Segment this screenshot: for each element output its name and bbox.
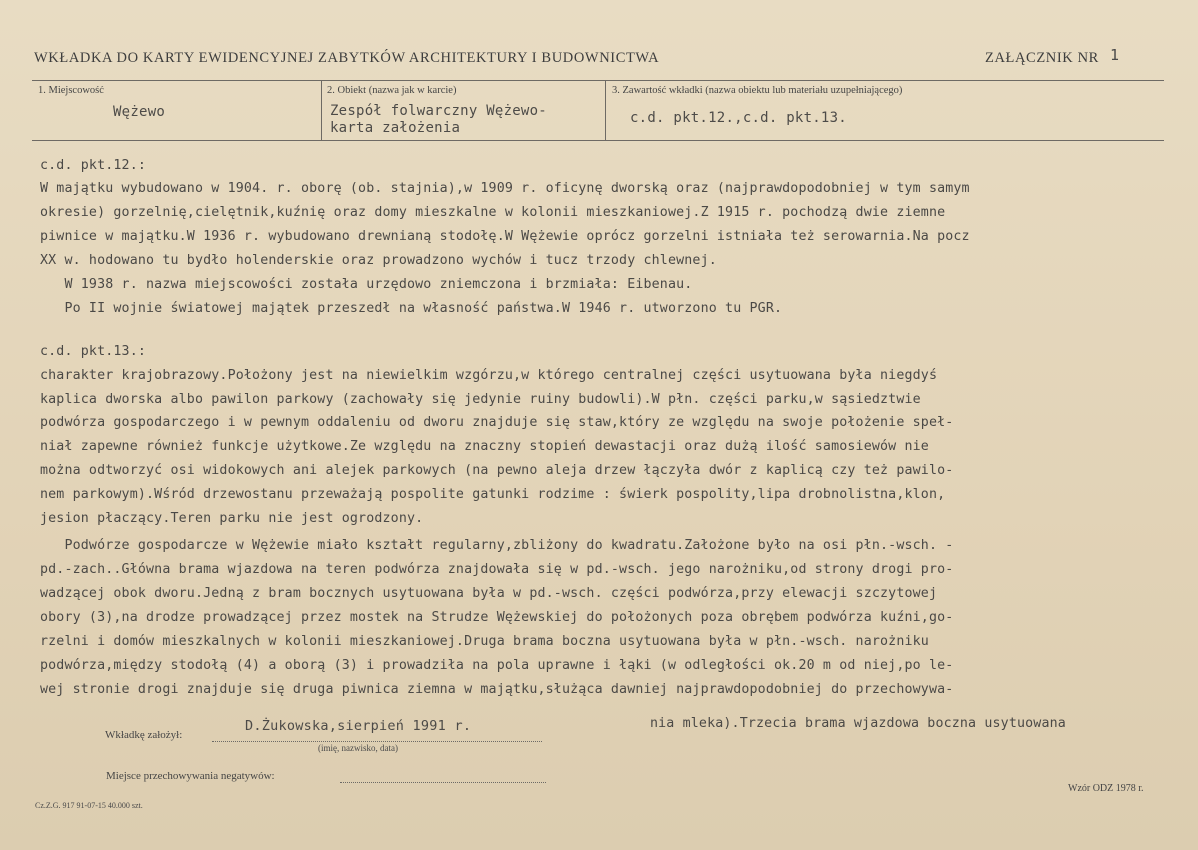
body-line: okresie) gorzelnię,cielętnik,kuźnię oraz domy mieszkalne w kolonii mieszkaniowej.Z 1915 r. pochodzą dwie ziemne (40, 205, 946, 220)
body-line: rzelni i domów mieszkalnych w kolonii mieszkaniowej.Druga brama boczna usytuowana była w płn.-wsch. narożniku (40, 634, 929, 649)
form-title: WKŁADKA DO KARTY EWIDENCYJNEJ ZABYTKÓW ARCHITEKTURY I BUDOWNICTWA (34, 50, 660, 66)
box-top-rule (32, 80, 1164, 81)
body-line: niał zapewne również funkcje użytkowe.Ze względu na znaczny stopień dewastacji oraz dużą ilość samosiewów nie (40, 439, 929, 454)
body-line: wadzącej obok dworu.Jedną z bram bocznych usytuowana była w pd.-wsch. części podwórza,przy elewacji szczytowej (40, 586, 938, 601)
box-object-value-line1: Zespół folwarczny Wężewo- (330, 103, 547, 119)
negatives-label: Miejsce przechowywania negatywów: (106, 770, 275, 782)
body-line: wej stronie drogi znajduje się druga piwnica ziemna w majątku,służąca dawniej najprawdopodobniej do przechowywa- (40, 682, 954, 697)
body-line: nem parkowym).Wśród drzewostanu przeważają pospolite gatunki rodzime : świerk pospolity,lipa drobnolistna,klon, (40, 487, 946, 502)
box-object-value-line2: karta założenia (330, 120, 461, 136)
box-locality-label: 1. Miejscowość (38, 85, 104, 96)
form-version: Wzór ODZ 1978 r. (1068, 783, 1144, 794)
body-line: można odtworzyć osi widokowych ani alejek parkowych (na pewno aleja drzew łączyła dwór z kaplicą czy też pawilo- (40, 463, 954, 478)
box-bottom-rule (32, 140, 1164, 141)
body-line: XX w. hodowano tu bydło holenderskie oraz prowadzono wychów i tucz trzody chlewnej. (40, 253, 717, 268)
body-line: Po II wojnie światowej majątek przeszedł na własność państwa.W 1946 r. utworzono tu PGR. (40, 301, 783, 316)
body-line: obory (3),na drodze prowadzącej przez mostek na Strudze Wężewskiej do położonych poza obrębem podwórza kuźni,go- (40, 610, 954, 625)
author-value: D.Żukowska,sierpień 1991 r. (245, 718, 472, 734)
body-line: nia mleka).Trzecia brama wjazdowa boczna usytuowana (650, 716, 1066, 731)
body-line: kaplica dworska albo pawilon parkowy (zachowały się jedynie ruiny budowli).W płn. części parku,w sąsiedztwie (40, 392, 921, 407)
body-line: pd.-zach..Główna brama wjazdowa na teren podwórza znajdowała się w pd.-wsch. jego narożniku,od strony drogi pro- (40, 562, 954, 577)
box-locality-value: Wężewo (113, 104, 166, 120)
box-divider-1 (321, 80, 322, 140)
body-line: c.d. pkt.13.: (40, 344, 147, 359)
body-line: podwórza,między stodołą (4) a oborą (3) i prowadziła na pola uprawne i łąki (w odległości ok.20 m od niej,po le- (40, 658, 954, 673)
print-code: Cz.Z.G. 917 91-07-15 40.000 szt. (35, 801, 143, 810)
body-line: charakter krajobrazowy.Położony jest na niewielkim wzgórzu,w którego centralnej części usytuowana była niegdyś (40, 368, 938, 383)
attachment-number: 1 (1110, 46, 1120, 64)
attachment-label: ZAŁĄCZNIK NR (985, 50, 1099, 66)
author-dotted-line (212, 741, 542, 742)
negatives-dotted-line (340, 782, 546, 783)
author-label: Wkładkę założył: (105, 729, 183, 741)
box-contents-label: 3. Zawartość wkładki (nazwa obiektu lub materiału uzupełniającego) (612, 85, 903, 96)
body-line: W 1938 r. nazwa miejscowości została urzędowo zniemczona i brzmiała: Eibenau. (40, 277, 693, 292)
box-contents-value: c.d. pkt.12.,c.d. pkt.13. (630, 110, 847, 126)
box-divider-2 (605, 80, 606, 140)
body-line: podwórza gospodarczego i w pewnym oddaleniu od dworu znajduje się staw,który ze względu na swoje położenie speł- (40, 415, 954, 430)
box-object-label: 2. Obiekt (nazwa jak w karcie) (327, 85, 457, 96)
body-line: jesion płaczący.Teren parku nie jest ogrodzony. (40, 511, 424, 526)
body-line: c.d. pkt.12.: (40, 158, 147, 173)
body-line: W majątku wybudowano w 1904. r. oborę (ob. stajnia),w 1909 r. oficynę dworską oraz (najprawdopodobniej w tym samym (40, 181, 970, 196)
body-line: Podwórze gospodarcze w Wężewie miało kształt regularny,zbliżony do kwadratu.Założone było na osi płn.-wsch. - (40, 538, 954, 553)
body-line: piwnice w majątku.W 1936 r. wybudowano drewnianą stodołę.W Wężewie oprócz gorzelni istniała też serowarnia.Na pocz (40, 229, 970, 244)
author-hint: (imię, nazwisko, data) (318, 743, 398, 753)
